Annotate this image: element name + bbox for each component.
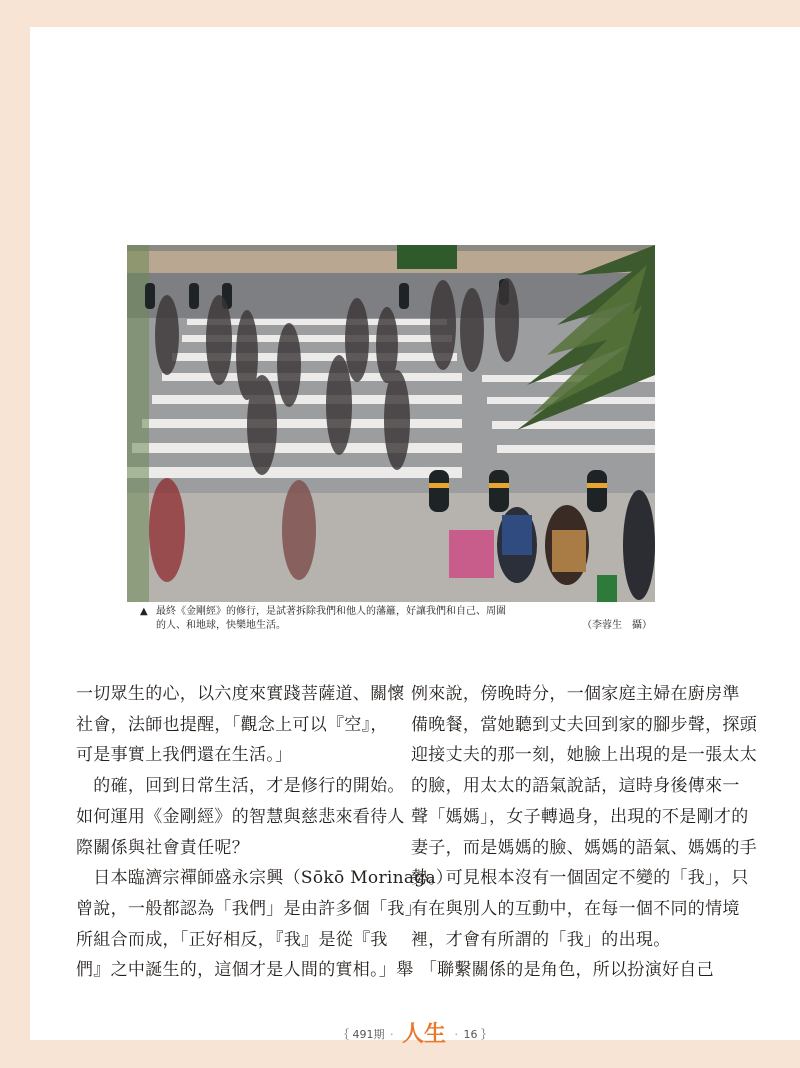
text-line: 備晚餐，當她聽到丈夫回到家的腳步聲，探頭 [411, 714, 757, 735]
text-line: 「聯繫關係的是角色，所以扮演好自己 [411, 960, 714, 981]
crosswalk-photo [127, 245, 655, 602]
text-line: 如何運用《金剛經》的智慧與慈悲來看待人 [76, 806, 405, 827]
text-line: 裡，才會有所謂的「我」的出現。 [411, 929, 671, 950]
text-line: 迎接丈夫的那一刻，她臉上出現的是一張太太 [411, 745, 757, 766]
caption-line-1: 最終《金剛經》的修行，是試著拆除我們和他人的藩籬，好讓我們和自己、周圍 [156, 606, 506, 617]
body-column-right [411, 679, 757, 986]
body-column-left [76, 679, 454, 986]
text-line: 例來說，傍晚時分，一個家庭主婦在廚房準 [411, 684, 740, 704]
magazine-logo: 人生 [401, 1022, 446, 1047]
caption-marker: ▲ [140, 606, 148, 617]
text-line: 勢。可見根本沒有一個固定不變的「我」，只 [411, 868, 749, 889]
footer-separator: · [454, 1028, 458, 1041]
caption-line-2: 的人、和地球，快樂地生活。 [156, 620, 286, 631]
text-line: 妻子，而是媽媽的臉、媽媽的語氣、媽媽的手 [411, 837, 757, 858]
footer-close-brace: ｝ [481, 1028, 492, 1041]
text-line: 可是事實上我們還在生活。」 [76, 745, 293, 766]
text-line: 們』之中誕生的，這個才是人間的實相。」舉 [76, 960, 414, 981]
footer-separator: · [389, 1028, 394, 1041]
text-line: 一切眾生的心，以六度來實踐菩薩道、關懷 [76, 684, 405, 704]
text-line: 聲「媽媽」，女子轉過身，出現的不是剛才的 [411, 806, 749, 827]
text-line: 的確，回到日常生活，才是修行的開始。 [76, 776, 405, 797]
magazine-page [30, 27, 800, 1047]
text-line: 所組合而成，「正好相反，『我』是從『我 [76, 929, 388, 950]
text-line: 有在與別人的互動中，在每一個不同的情境 [411, 898, 740, 919]
page-footer [30, 1017, 800, 1048]
text-line: 日本臨濟宗禪師盛永宗興（Sōkō Morinaga） [76, 868, 454, 889]
photo-caption [140, 605, 660, 633]
text-line: 社會，法師也提醒，「觀念上可以『空』， [76, 714, 388, 735]
issue-number: 491期 [352, 1028, 385, 1041]
text-line: 際關係與社會責任呢？ [76, 837, 249, 858]
text-line: 的臉，用太太的語氣說話，這時身後傳來一 [411, 776, 740, 797]
text-line: 曾說，一般都認為「我們」是由許多個「我」 [76, 898, 422, 919]
page-number: 16 [463, 1028, 478, 1041]
footer-open-brace: ｛ [337, 1028, 349, 1041]
photo-credit: （李蓉生 攝） [582, 620, 652, 631]
